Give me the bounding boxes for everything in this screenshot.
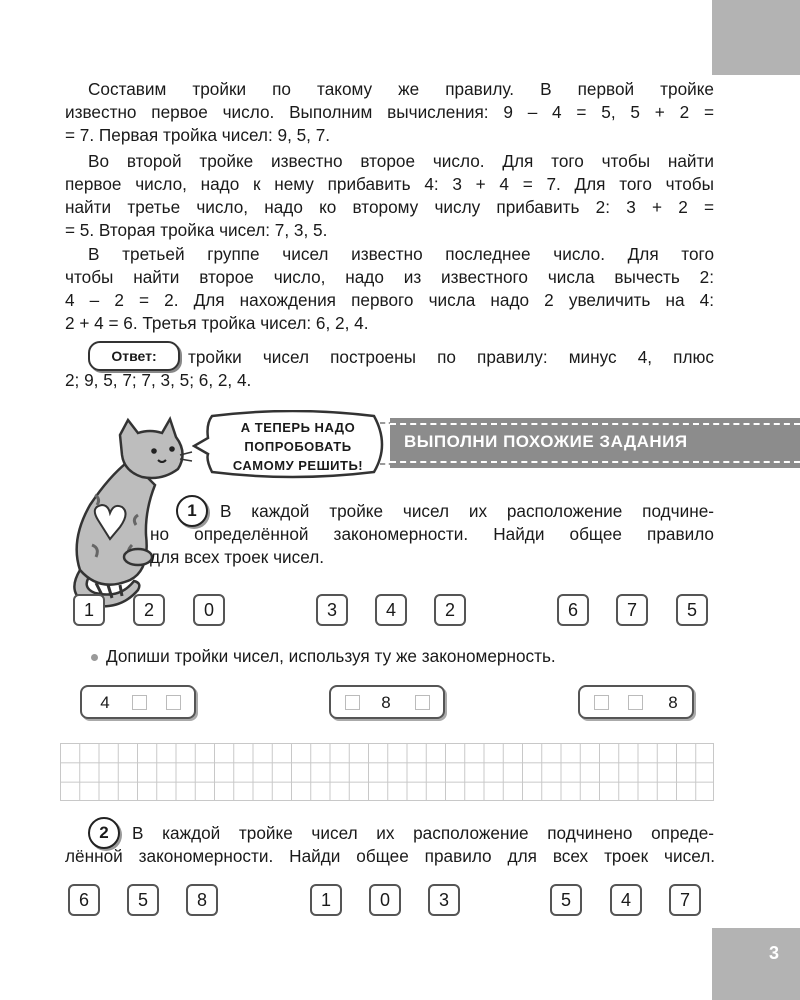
given-number: 8 [668, 693, 678, 712]
number-box: 5 [676, 594, 708, 626]
number-box: 4 [610, 884, 642, 916]
text-line: Во второй тройке известно второе число. Для того чтобы найти [88, 151, 714, 171]
text-line: В третьей группе чисел известно последнее число. Для того [88, 244, 714, 264]
answer-slot[interactable] [628, 695, 643, 710]
given-number: 8 [381, 693, 391, 712]
fill-triple-3 [578, 685, 694, 719]
number-box: 0 [193, 594, 225, 626]
number-box: 2 [133, 594, 165, 626]
task2-text [132, 822, 714, 845]
answer-slot[interactable] [166, 695, 181, 710]
number-box: 1 [310, 884, 342, 916]
number-box: 1 [73, 594, 105, 626]
task1-instruction [106, 645, 706, 668]
answer-slot[interactable] [415, 695, 430, 710]
task2-text-cont [65, 845, 715, 868]
text-line: лённой закономерности. Найди общее правило для всех троек чисел. [65, 846, 715, 866]
text-line: Составим тройки по такому же правилу. В первой тройке [88, 79, 714, 99]
number-box: 7 [669, 884, 701, 916]
number-box: 6 [557, 594, 589, 626]
banner-title: ВЫПОЛНИ ПОХОЖИЕ ЗАДАНИЯ [404, 432, 688, 451]
speech-text [212, 418, 384, 475]
number-box: 6 [68, 884, 100, 916]
answer-slot[interactable] [132, 695, 147, 710]
answer-text-cont [65, 369, 715, 392]
text-line: известно первое число. Выполним вычисления: 9 – 4 = 5, 5 + 2 = [65, 102, 714, 122]
text-line: но определённой закономерности. Найди общее правило [150, 524, 714, 544]
paragraph-2 [65, 150, 714, 242]
answer-slot[interactable] [345, 695, 360, 710]
fill-triple-1 [80, 685, 196, 719]
text-line: первое число, надо к нему прибавить 4: 3 + 4 = 7. Для того чтобы [65, 174, 714, 194]
text-line: чтобы найти второе число, надо из известного числа вычесть 2: [65, 267, 714, 287]
text-line: 4 – 2 = 2. Для нахождения первого числа надо 2 увеличить на 4: [65, 290, 714, 310]
number-box: 0 [369, 884, 401, 916]
speech-line: А ТЕПЕРЬ НАДО [240, 420, 356, 435]
corner-tab [712, 0, 800, 75]
text-line: тройки чисел построены по правилу: минус 4, плюс [188, 347, 714, 367]
number-box: 2 [434, 594, 466, 626]
fill-triple-2 [329, 685, 445, 719]
given-number: 4 [100, 693, 110, 712]
number-box: 4 [375, 594, 407, 626]
number-box: 7 [616, 594, 648, 626]
section-banner [390, 418, 800, 468]
page-number: 3 [768, 942, 779, 963]
task-number-2: 2 [88, 817, 120, 849]
number-box: 5 [127, 884, 159, 916]
text-line: = 5. Вторая тройка чисел: 7, 3, 5. [65, 220, 328, 240]
text-line: В каждой тройке чисел их расположение подчинено опреде- [132, 823, 714, 843]
speech-line: САМОМУ РЕШИТЬ! [232, 458, 364, 473]
text-line: 2; 9, 5, 7; 7, 3, 5; 6, 2, 4. [65, 370, 252, 390]
task-number-1: 1 [176, 495, 208, 527]
text-line: = 7. Первая тройка чисел: 9, 5, 7. [65, 125, 331, 145]
text-line: для всех троек чисел. [150, 547, 325, 567]
page-number-tab [712, 928, 800, 1000]
answer-badge: Ответ: [88, 341, 180, 371]
bullet-dot [91, 654, 98, 661]
number-box: 5 [550, 884, 582, 916]
writing-grid[interactable] [60, 743, 714, 801]
task1-text [220, 500, 714, 523]
text-line: В каждой тройке чисел их расположение подчине- [220, 501, 714, 521]
text-line: 2 + 4 = 6. Третья тройка чисел: 6, 2, 4. [65, 313, 369, 333]
text-line: найти третье число, надо ко второму числу прибавить 2: 3 + 2 = [65, 197, 714, 217]
answer-slot[interactable] [594, 695, 609, 710]
answer-text [188, 346, 714, 369]
paragraph-3 [65, 243, 714, 335]
number-box: 8 [186, 884, 218, 916]
text-line: Допиши тройки чисел, используя ту же закономерность. [106, 646, 556, 666]
paragraph-1 [65, 78, 714, 147]
number-box: 3 [316, 594, 348, 626]
task1-text-cont [150, 523, 714, 569]
speech-line: ПОПРОБОВАТЬ [244, 439, 352, 454]
number-box: 3 [428, 884, 460, 916]
